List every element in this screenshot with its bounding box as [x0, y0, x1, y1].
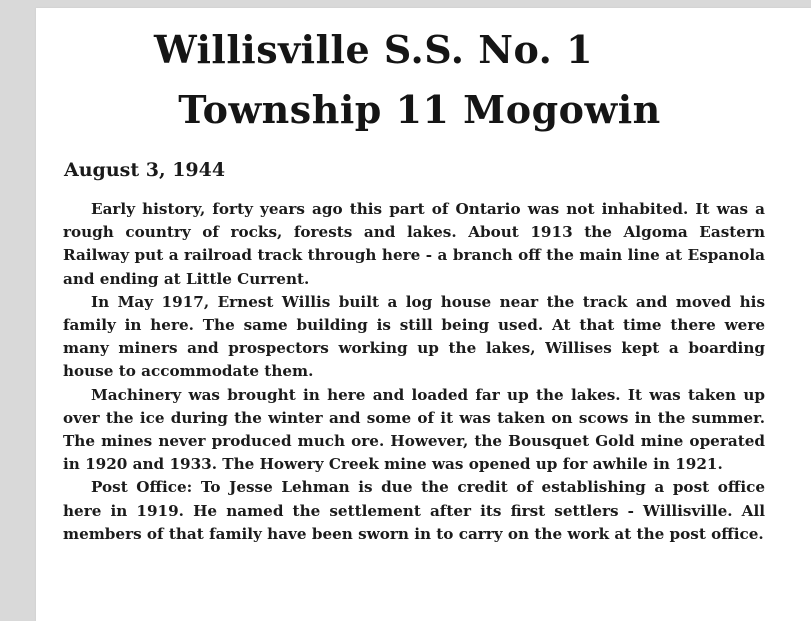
- document-page: [36, 8, 811, 621]
- paragraph-machinery-mines: Machinery was brought in here and loaded far up the lakes. It was taken up over the ice during the winter and some of it was taken on scows in the summer. The mines never produced much ore. However, the Bousquet Gold mine operated in 1920 and 1933. The Howery Creek mine was opened up for awhile in 1921.: [63, 385, 765, 474]
- paragraph-willis-house: In May 1917, Ernest Willis built a log house near the track and moved his family in here. The same building is still being used. At that time there were many miners and prospectors working up the lakes, Willises kept a boarding house to accommodate them.: [63, 292, 765, 381]
- document-body: [63, 198, 765, 546]
- paragraph-early-history: Early history, forty years ago this part of Ontario was not inhabited. It was a rough country of rocks, forests and lakes. About 1913 the Algoma Eastern Railway put a railroad track through here - a branch off the main line at Espanola and ending at Little Current.: [63, 200, 765, 288]
- document-date: August 3, 1944: [64, 159, 226, 181]
- document-title-line-1: Willisville S.S. No. 1: [153, 27, 594, 72]
- document-title-line-2: Township 11 Mogowin: [178, 87, 661, 132]
- paragraph-post-office: Post Office: To Jesse Lehman is due the credit of establishing a post office here in 1919. He named the settlement after its first settlers - Willisville. All members of that family have been sworn in to carry on the work at the post office.: [63, 478, 765, 543]
